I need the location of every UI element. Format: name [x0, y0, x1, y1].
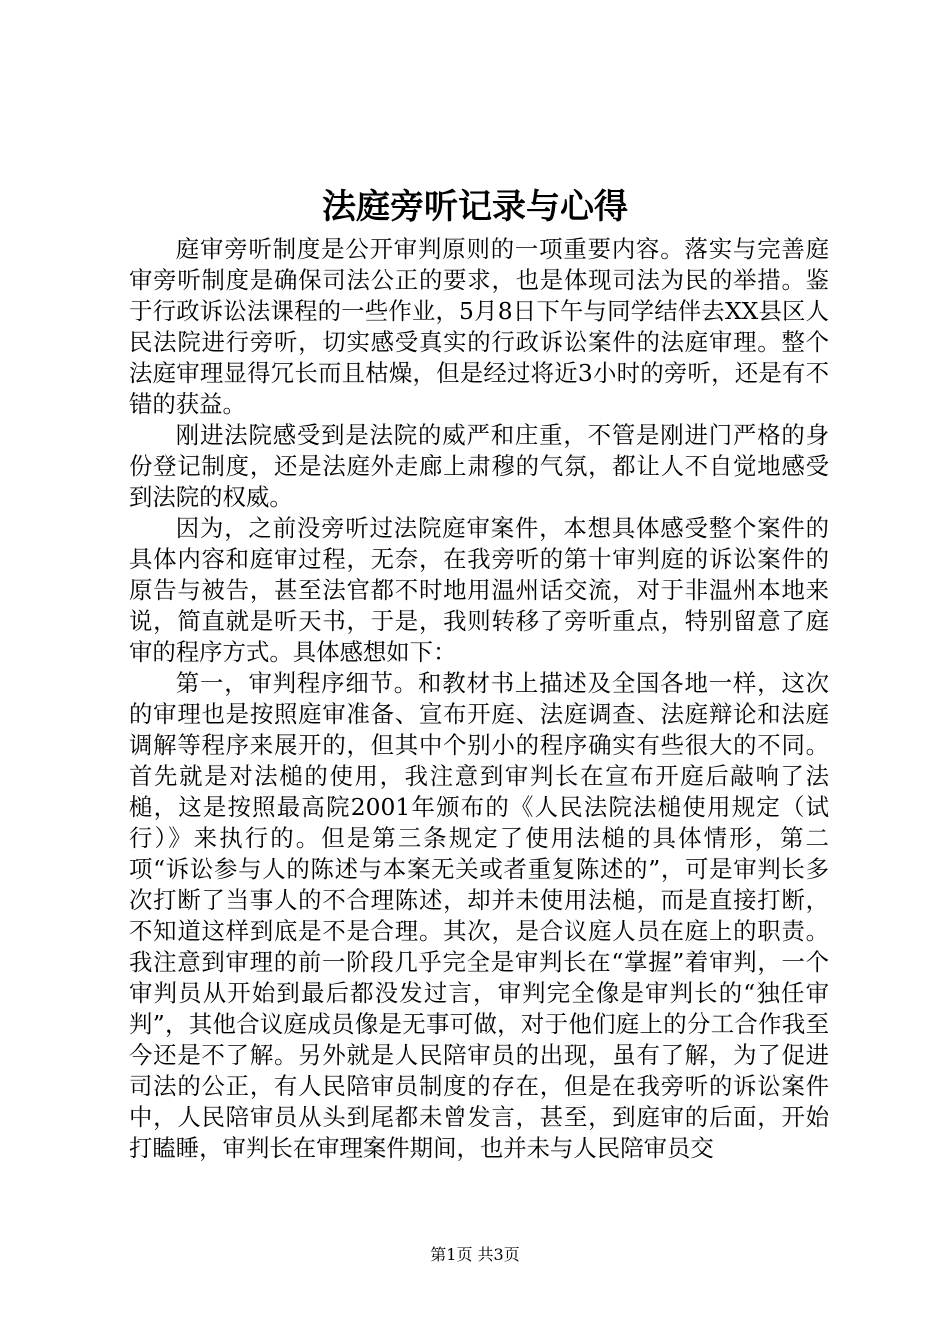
page-number-footer: 第1页 共3页 — [430, 1245, 520, 1264]
paragraph-4: 第一，审判程序细节。和教材书上描述及全国各地一样，这次的审理也是按照庭审准备、宣布开庭、法庭调查、法庭辩论和法庭调解等程序来展开的，但其中个别小的程序确实有些很大的不同。首先就是对法槌的使用，我注意到审判长在宣布开庭后敲响了法槌，这是按照最高院2001年颁布的《人民法院法槌使用规定（试行）》来执行的。但是第三条规定了使用法槌的具体情形，第二项“诉讼参与人的陈述与本案无关或者重复陈述的”，可是审判长多次打断了当事人的不合理陈述，却并未使用法槌，而是直接打断，不知道这样到底是不是合理。其次，是合议庭人员在庭上的职责。我注意到审理的前一阶段几乎完全是审判长在“掌握”着审判，一个审判员从开始到最后都没发过言，审判完全像是审判长的“独任审判”，其他合议庭成员像是无事可做，对于他们庭上的分工合作我至今还是不了解。另外就是人民陪审员的出现，虽有了解，为了促进司法的公正，有人民陪审员制度的存在，但是在我旁听的诉讼案件中，人民陪审员从头到尾都未曾发言，甚至，到庭审的后面，开始打瞌睡，审判长在审理案件期间，也并未与人民陪审员交 — [129, 669, 829, 1162]
paragraph-1: 庭审旁听制度是公开审判原则的一项重要内容。落实与完善庭审旁听制度是确保司法公正的要求，也是体现司法为民的举措。鉴于行政诉讼法课程的一些作业，5月8日下午与同学结伴去XX县区人民法院进行旁听，切实感受真实的行政诉讼案件的法庭审理。整个法庭审理显得冗长而且枯燥，但是经过将近3小时的旁听，还是有不错的获益。 — [129, 235, 829, 418]
paragraph-3: 因为，之前没旁听过法院庭审案件，本想具体感受整个案件的具体内容和庭审过程，无奈，在我旁听的第十审判庭的诉讼案件的原告与被告，甚至法官都不时地用温州话交流，对于非温州本地来说，简直就是听天书，于是，我则转移了旁听重点，特别留意了庭审的程序方式。具体感想如下： — [129, 514, 829, 666]
paragraph-2: 刚进法院感受到是法院的威严和庄重，不管是刚进门严格的身份登记制度，还是法庭外走廊上肃穆的气氛，都让人不自觉地感受到法院的权威。 — [129, 421, 829, 511]
document-body — [129, 234, 829, 1164]
document-title: 法庭旁听记录与心得 — [322, 187, 628, 227]
